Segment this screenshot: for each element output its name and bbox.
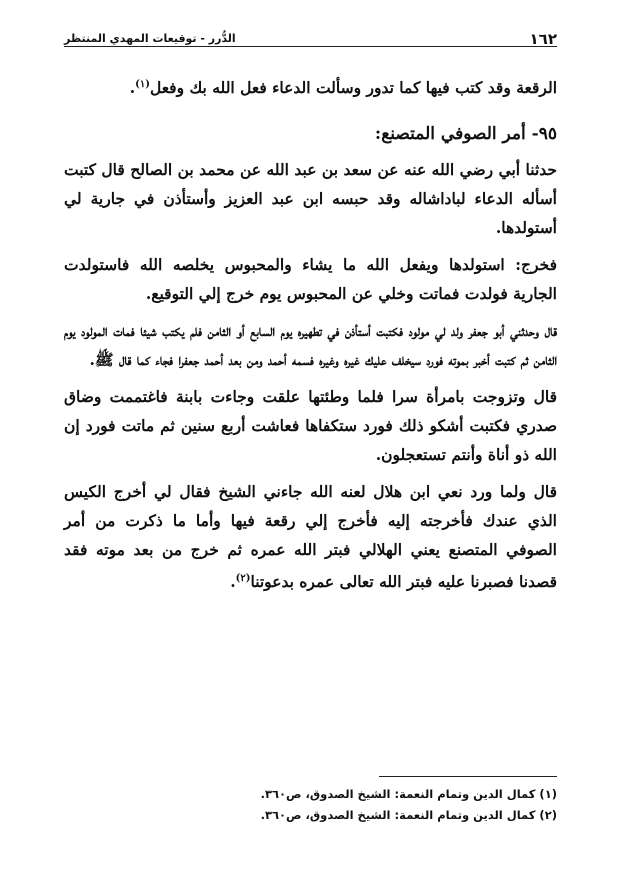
intro-text: الرقعة وقد كتب فيها كما تدور وسألت الدعاء فعل الله بك وفعل	[149, 78, 557, 98]
paragraph-4: قال وتزوجت بامرأة سرا فلما وطئتها علقت وجاءت بابنة فاغتممت وضاق صدري فكتبت أشكو ذلك فورد ستكفاها فعاشت أربع سنين ثم ماتت فورد إن الله ذو أناة وأنتم تستعجلون.	[64, 387, 557, 465]
page-number: ١٦٢	[529, 30, 557, 48]
footnote-ref-2: (٢)	[235, 573, 251, 585]
page-header	[64, 30, 557, 52]
paragraph-2: فخرج: استولدها ويفعل الله ما يشاء والمحبوس يخلصه الله فاستولدت الجارية فولدت فماتت وخلي عن المحبوس يوم خرج إلي التوقيع.	[64, 255, 557, 304]
footnote-ref-1: (١)	[135, 79, 150, 90]
paragraph-1: حدثنا أبي رضي الله عنه عن سعد بن عبد الله عن محمد بن الصالح قال كتبت أسأله الدعاء لباداشاله وقد حبسه ابن عبد العزيز وأستأذن في جارية لي أستولدها.	[64, 160, 557, 238]
paragraph-5-text: قال ولما ورد نعي ابن هلال لعنه الله جاءني الشيخ فقال لي أخرج الكيس الذي عندك فأخرجته إليه فأخرج إلي رقعة فيها وأما ما ذكرت من أمر الصوفي المتصنع يعني الهلالي فبتر الله عمره ثم خرج من بعد موته فقد قصدنا فصبرنا عليه فبتر الله تعالى عمره بدعوتنا	[64, 482, 557, 592]
main-text	[64, 70, 557, 604]
footnote-1: (١) كمال الدين وتمام النعمة: الشيخ الصدوق، ص٣٦٠.	[260, 787, 557, 801]
footnote-2: (٢) كمال الدين وتمام النعمة: الشيخ الصدوق، ص٣٦٠.	[260, 808, 557, 822]
intro-paragraph: الرقعة وقد كتب فيها كما تدور وسألت الدعاء فعل الله بك وفعل$^{(١)}$.	[129, 78, 557, 98]
section-title: ٩٥- أمر الصوفي المتصنع:	[374, 124, 557, 145]
footnote-divider	[379, 776, 557, 777]
footnotes	[64, 784, 557, 826]
paragraph-5: قال ولما ورد نعي ابن هلال لعنه الله جاءني الشيخ فقال لي أخرج الكيس الذي عندك فأخرجته إليه فأخرج إلي رقعة فيها وأما ما ذكرت من أمر الصوفي المتصنع يعني الهلالي فبتر الله عمره ثم خرج من بعد موته فقد قصدنا فصبرنا عليه فبتر الله تعالى عمره بدعوتنا$^{(٢)}$.	[64, 482, 557, 592]
running-title: الدُّرر - توقيعات المهدي المنتظر	[64, 32, 236, 45]
paragraph-3: قال وحدثني أبو جعفر ولد لي مولود فكتبت أستأذن في تطهيره يوم السابع أو الثامن فلم يكتب شيئا فمات المولود يوم الثامن ثم كتبت أخبر بموته فورد سيخلف عليك غيره وغيره فسمه أحمد ومن بعد أحمد جعفرا فجاء كما قال ﷺ.	[64, 321, 557, 370]
header-divider	[64, 46, 557, 47]
